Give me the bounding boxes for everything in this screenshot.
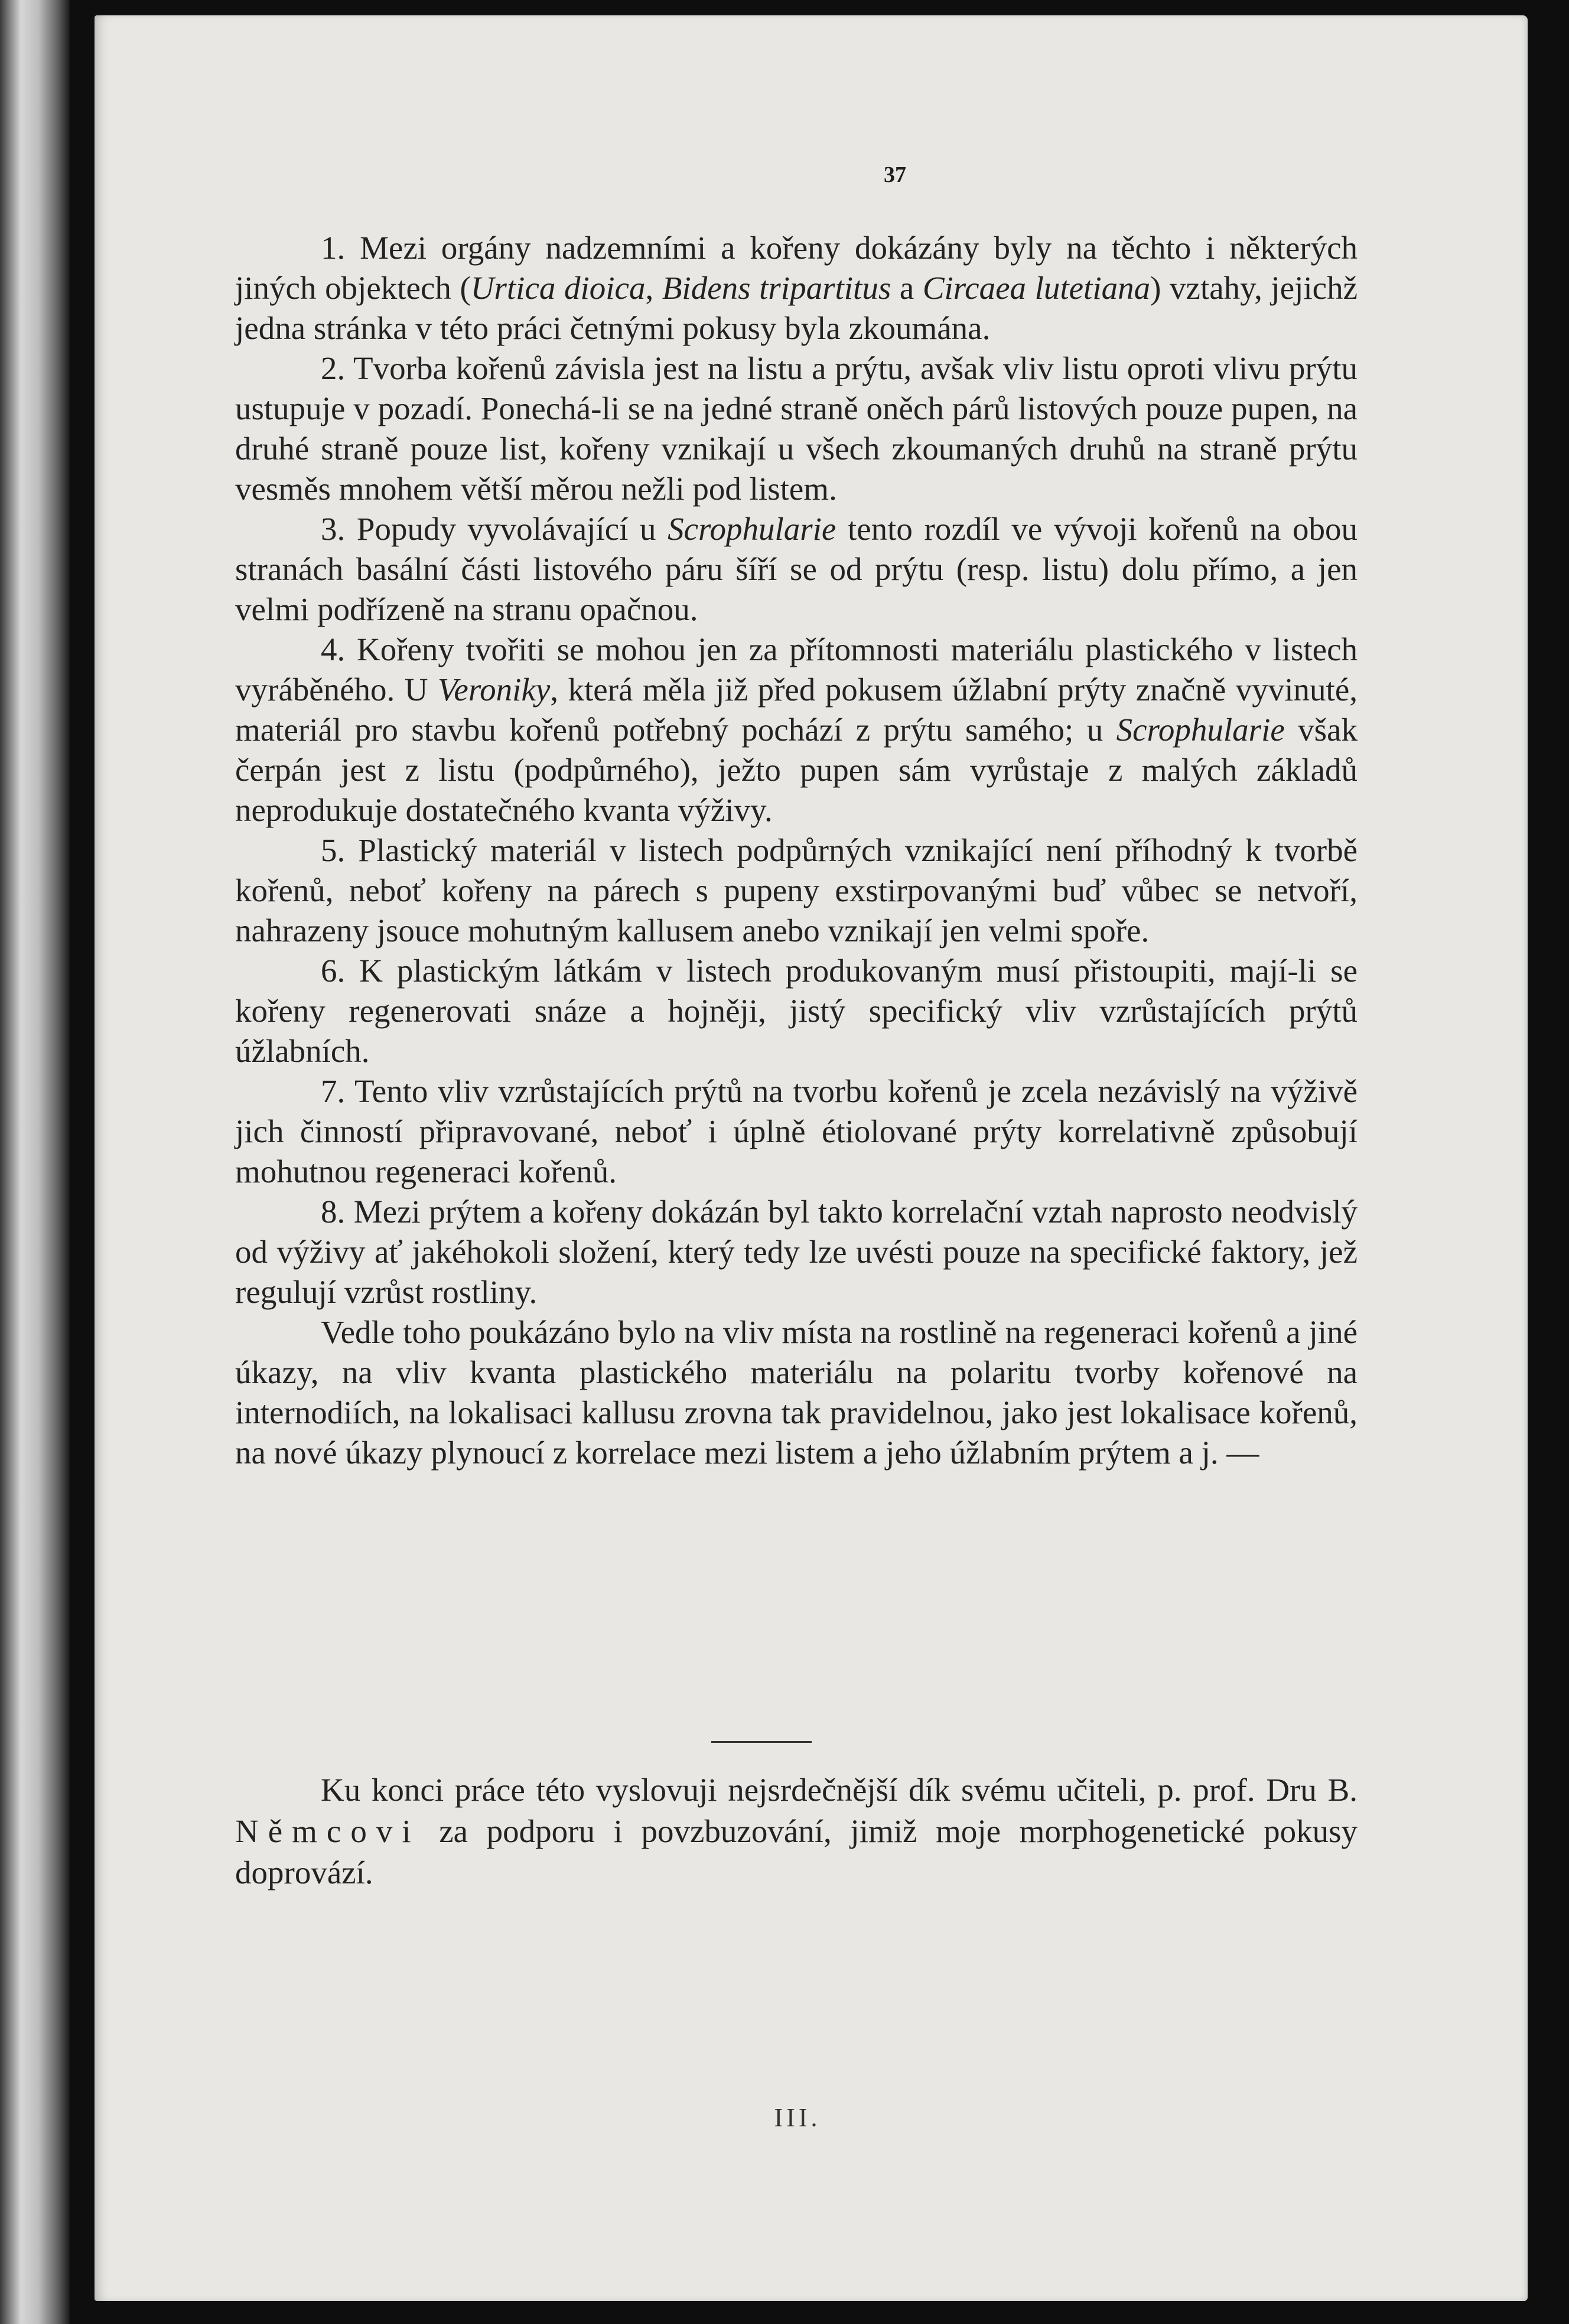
species-name: Urtica dioica	[470, 270, 646, 306]
conclusion-8: 8. Mezi prýtem a kořeny dokázán byl takto korrelační vztah naprosto neodvislý od výživy ať jakéhokoli složení, který tedy lze uvésti pouze na specifické faktory, jež regulují vzrůst rostliny.	[235, 1194, 1358, 1310]
conclusion-7: 7. Tento vliv vzrůstajících prýtů na tvorbu kořenů je zcela nezávislý na výživě jich činností připravované, neboť i úplně étiolované prýty korrelativně způsobují mohutnou regeneraci kořenů.	[235, 1073, 1358, 1189]
acknowledgement-paragraph: Ku konci práce této vyslovuji nejsrdečnější dík svému učiteli, p. prof. Dru B. Němcovi za podporu i povzbuzování, jimiž moje morphogenetické pokusy doprovází.	[235, 1772, 1358, 1891]
previous-page-edge	[0, 0, 70, 2324]
section-divider	[711, 1741, 812, 1743]
closing-remarks: Vedle toho poukázáno bylo na vliv místa na rostlině na regeneraci kořenů a jiné úkazy, na vliv kvanta plastického materiálu na polaritu tvorby kořenové na internodiích, na lokalisaci kallusu zrovna tak pravidelnou, jako jest lokalisace kořenů, na nové úkazy plynoucí z korrelace mezi listem a jeho úžlabním prýtem a j. —	[235, 1314, 1358, 1471]
species-name: Bidens tripartitus	[662, 270, 891, 306]
acknowledgement	[235, 1769, 1358, 1893]
sheet-signature-mark: III.	[774, 2103, 821, 2132]
species-name: Circaea lutetiana	[922, 270, 1151, 306]
species-name: Scrophularie	[668, 511, 836, 547]
conclusion-5: 5. Plastický materiál v listech podpůrných vznikající není příhodný k tvorbě kořenů, neboť kořeny na párech s pupeny exstirpovanými buď vůbec se netvoří, nahrazeny jsouce mohutným kallusem anebo vznikají jen velmi spoře.	[235, 832, 1358, 948]
conclusion-6: 6. K plastickým látkám v listech produkovaným musí přistoupiti, mají-li se kořeny regenerovati snáze a hojněji, jistý specifický vliv vzrůstajících prýtů úžlabních.	[235, 953, 1358, 1069]
conclusions-text	[235, 228, 1358, 1473]
page-number: 37	[884, 162, 906, 187]
species-name: Scrophularie	[1116, 712, 1285, 748]
conclusion-4: 4. Kořeny tvořiti se mohou jen za přítomnosti materiálu plastického v listech vyráběného. U Veroniky, která měla již před pokusem úžlabní prýty značně vyvinuté, materiál pro stavbu kořenů potřebný pochází z prýtu samého; u Scrophularie však čerpán jest z listu (podpůrného), ježto pupen sám vyrůstaje z malých základů neprodukuje dostatečného kvanta výživy.	[235, 631, 1358, 828]
conclusion-1: 1. Mezi orgány nadzemními a kořeny dokázány byly na těchto i některých jiných objektech (Urtica dioica, Bidens tripartitus a Circaea lutetiana) vztahy, jejichž jedna stránka v této práci četnými pokusy byla zkoumána.	[235, 230, 1358, 346]
conclusion-2: 2. Tvorba kořenů závisla jest na listu a prýtu, avšak vliv listu oproti vlivu prýtu ustupuje v pozadí. Ponechá-li se na jedné straně oněch párů listových pouze pupen, na druhé straně pouze list, kořeny vznikají u všech zkoumaných druhů na straně prýtu vesměs mnohem větší měrou nežli pod listem.	[235, 350, 1358, 507]
species-name: Veroniky	[437, 672, 551, 708]
professor-name: Němcovi	[235, 1813, 421, 1849]
conclusion-3: 3. Popudy vyvolávající u Scrophularie tento rozdíl ve vývoji kořenů na obou stranách basální části listového páru šíří se od prýtu (resp. listu) dolu přímo, a jen velmi podřízeně na stranu opačnou.	[235, 511, 1358, 627]
